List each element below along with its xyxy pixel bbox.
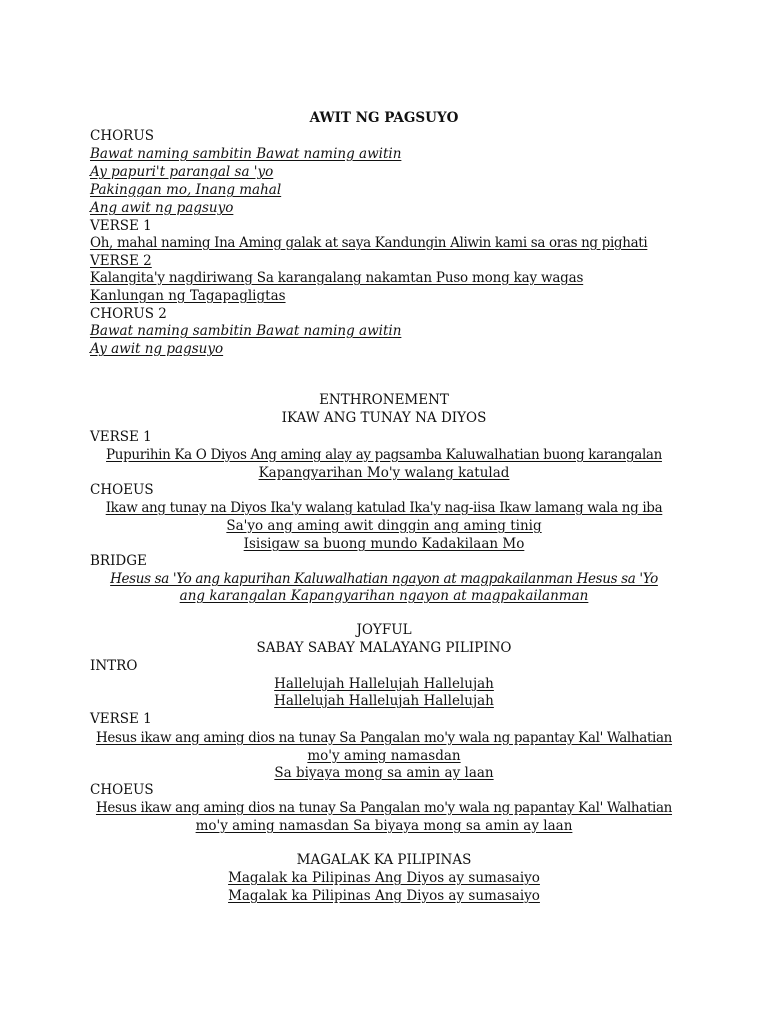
lyric-line: Ay awit ng pagsuyo — [90, 341, 224, 357]
lyric-line: Oh, mahal naming Ina Aming galak at saya Kandungin Aliwin kami sa oras ng pighati — [90, 235, 648, 251]
lyric-line: Magalak ka Pilipinas Ang Diyos ay sumasaiyo — [228, 870, 540, 886]
lyric-line: Ang awit ng pagsuyo — [90, 200, 234, 216]
lyric-line: Kapangyarihan Mo'y walang katulad — [258, 465, 510, 481]
lyric-line: Kanlungan ng Tagapagligtas — [90, 288, 286, 304]
lyric-line: Hallelujah Hallelujah Hallelujah — [274, 693, 494, 709]
section-heading: INTRO — [90, 658, 138, 674]
lyric-line: Hesus sa 'Yo ang kapurihan Kaluwalhatian ngayon at magpakailanman Hesus sa 'Yo — [110, 571, 658, 587]
section-heading: CHORUS 2 — [90, 306, 167, 322]
song-category: ENTHRONEMENT — [319, 392, 449, 408]
section-heading: VERSE 1 — [90, 429, 152, 445]
lyric-line: Hesus ikaw ang aming dios na tunay Sa Pangalan mo'y wala ng papantay Kal' Walhatian — [95, 800, 673, 816]
lyric-line: mo'y aming namasdan Sa biyaya mong sa amin ay laan — [195, 818, 573, 834]
section-heading: BRIDGE — [90, 553, 147, 569]
section-heading: CHOEUS — [90, 482, 154, 498]
lyric-line: Hallelujah Hallelujah Hallelujah — [274, 676, 494, 692]
lyric-line: Isisigaw sa buong mundo Kadakilaan Mo — [243, 536, 525, 552]
lyric-line: Ikaw ang tunay na Diyos Ika'y walang katulad Ika'y nag-iisa Ikaw lamang wala ng iba — [105, 500, 663, 516]
lyric-line: mo'y aming namasdan — [307, 748, 461, 764]
song-title: SABAY SABAY MALAYANG PILIPINO — [256, 640, 512, 656]
section-heading: VERSE 2 — [90, 253, 152, 269]
song-title: AWIT NG PAGSUYO — [309, 110, 459, 126]
section-heading: CHORUS — [90, 128, 154, 144]
lyric-line: Hesus ikaw ang aming dios na tunay Sa Pangalan mo'y wala ng papantay Kal' Walhatian — [95, 730, 673, 746]
song-title: IKAW ANG TUNAY NA DIYOS — [281, 410, 487, 426]
lyric-line: Sa'yo ang aming awit dinggin ang aming tinig — [226, 518, 542, 534]
lyric-line: Ay papuri't parangal sa 'yo — [90, 164, 274, 180]
lyric-line: Pupurihin Ka O Diyos Ang aming alay ay pagsamba Kaluwalhatian buong karangalan — [106, 447, 662, 463]
lyric-line: Bawat naming sambitin Bawat naming awitin — [90, 146, 402, 162]
lyric-line: Pakinggan mo, Inang mahal — [90, 182, 282, 198]
lyric-line: Magalak ka Pilipinas Ang Diyos ay sumasaiyo — [228, 888, 540, 904]
section-heading: VERSE 1 — [90, 711, 152, 727]
lyric-line: Kalangita'y nagdiriwang Sa karangalang nakamtan Puso mong kay wagas — [90, 270, 584, 286]
lyric-line: ang karangalan Kapangyarihan ngayon at magpakailanman — [179, 588, 589, 604]
lyric-line: Bawat naming sambitin Bawat naming awitin — [90, 323, 402, 339]
song-title: MAGALAK KA PILIPINAS — [296, 852, 472, 868]
section-heading: CHOEUS — [90, 782, 154, 798]
lyric-line: Sa biyaya mong sa amin ay laan — [274, 765, 494, 781]
section-heading: VERSE 1 — [90, 218, 152, 234]
song-category: JOYFUL — [356, 622, 412, 638]
